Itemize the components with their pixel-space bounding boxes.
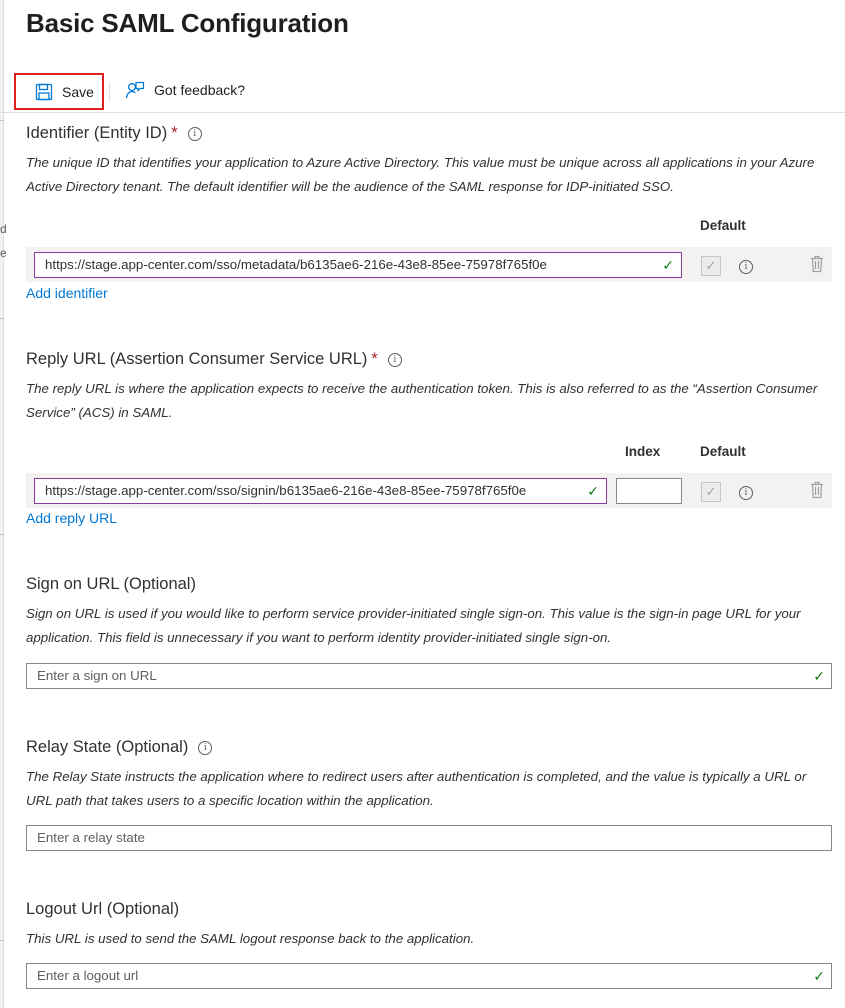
identifier-value: https://stage.app-center.com/sso/metadata/b6135ae6-216e-43e8-85ee-75978f765f0e	[45, 257, 547, 272]
reply-url-index-column-header: Index	[625, 444, 661, 459]
save-disk-icon	[35, 83, 53, 101]
add-identifier-link[interactable]: Add identifier	[26, 285, 108, 301]
logout-url-placeholder: Enter a logout url	[37, 968, 139, 983]
info-icon[interactable]: i	[739, 486, 753, 500]
relay-state-placeholder: Enter a relay state	[37, 830, 145, 845]
relay-state-description: The Relay State instructs the application where to redirect users after authentication is completed, and the value is typically a URL or URL path that takes users to a specific location within the application.	[26, 769, 807, 808]
sign-on-url-title-text: Sign on URL (Optional)	[26, 575, 196, 593]
logout-url-title-text: Logout Url (Optional)	[26, 900, 180, 918]
relay-state-section-title	[26, 738, 212, 757]
delete-trash-icon[interactable]	[809, 481, 825, 499]
reply-url-index-input[interactable]	[616, 478, 682, 504]
underlying-blade-divider	[0, 318, 4, 319]
sign-on-url-placeholder: Enter a sign on URL	[37, 668, 157, 683]
sign-on-url-section-title	[26, 575, 196, 594]
identifier-section-title	[26, 124, 202, 143]
underlying-blade-divider	[0, 940, 4, 941]
info-icon[interactable]: i	[388, 353, 402, 367]
reply-url-title-text: Reply URL (Assertion Consumer Service URL)	[26, 350, 368, 368]
reply-url-default-column-header: Default	[700, 444, 746, 459]
valid-check-icon: ✓	[813, 968, 825, 984]
add-reply-url-link[interactable]: Add reply URL	[26, 510, 118, 526]
sign-on-url-description: Sign on URL is used if you would like to perform service provider-initiated single sign-on. This value is the sign-in page URL for your application. This field is unnecessary if you want to perform identity provider-initiated single sign-on.	[26, 606, 801, 645]
underlying-blade-edge	[0, 0, 4, 1008]
reply-url-section-title	[26, 350, 402, 369]
got-feedback-label: Got feedback?	[154, 82, 246, 98]
save-button-label: Save	[62, 83, 94, 100]
logout-url-description: This URL is used to send the SAML logout response back to the application.	[26, 931, 475, 946]
required-asterisk: *	[171, 124, 178, 142]
relay-state-input[interactable]	[26, 825, 832, 851]
underlying-blade-text-fragment: d	[0, 222, 7, 236]
valid-check-icon: ✓	[813, 668, 825, 684]
relay-state-title-text: Relay State (Optional)	[26, 738, 189, 756]
info-icon[interactable]: i	[188, 127, 202, 141]
valid-check-icon: ✓	[662, 257, 674, 273]
info-icon[interactable]: i	[739, 260, 753, 274]
info-icon[interactable]: i	[198, 741, 212, 755]
identifier-default-column-header: Default	[700, 218, 746, 233]
sign-on-url-input[interactable]	[26, 663, 832, 689]
delete-trash-icon[interactable]	[809, 255, 825, 273]
logout-url-section-title	[26, 900, 179, 919]
logout-url-input[interactable]	[26, 963, 832, 989]
reply-url-default-checkbox[interactable]: ✓	[701, 482, 721, 502]
identifier-description: The unique ID that identifies your application to Azure Active Directory. This value must be unique across all applications in your Azure Active Directory tenant. The default identifier will be the audience of the SAML response for IDP-initiated SSO.	[26, 155, 815, 194]
save-button[interactable]	[14, 73, 104, 110]
identifier-default-checkbox[interactable]: ✓	[701, 256, 721, 276]
command-bar	[0, 70, 845, 113]
reply-url-value: https://stage.app-center.com/sso/signin/b6135ae6-216e-43e8-85ee-75978f765f0e	[45, 483, 527, 498]
underlying-blade-divider	[0, 120, 4, 121]
got-feedback-button[interactable]	[125, 80, 245, 100]
page-title: Basic SAML Configuration	[26, 8, 349, 38]
reply-url-input[interactable]	[34, 478, 607, 504]
underlying-blade-divider	[0, 534, 4, 535]
reply-url-description: The reply URL is where the application expects to receive the authentication token. This is also referred to as the “Assertion Consumer Service” (ACS) in SAML.	[26, 381, 818, 420]
toolbar-divider	[109, 82, 110, 102]
identifier-title-text: Identifier (Entity ID)	[26, 124, 168, 142]
underlying-blade-text-fragment: e	[0, 246, 7, 260]
valid-check-icon: ✓	[587, 483, 599, 499]
identifier-input[interactable]	[34, 252, 682, 278]
feedback-person-icon	[125, 80, 145, 100]
required-asterisk: *	[371, 350, 378, 368]
